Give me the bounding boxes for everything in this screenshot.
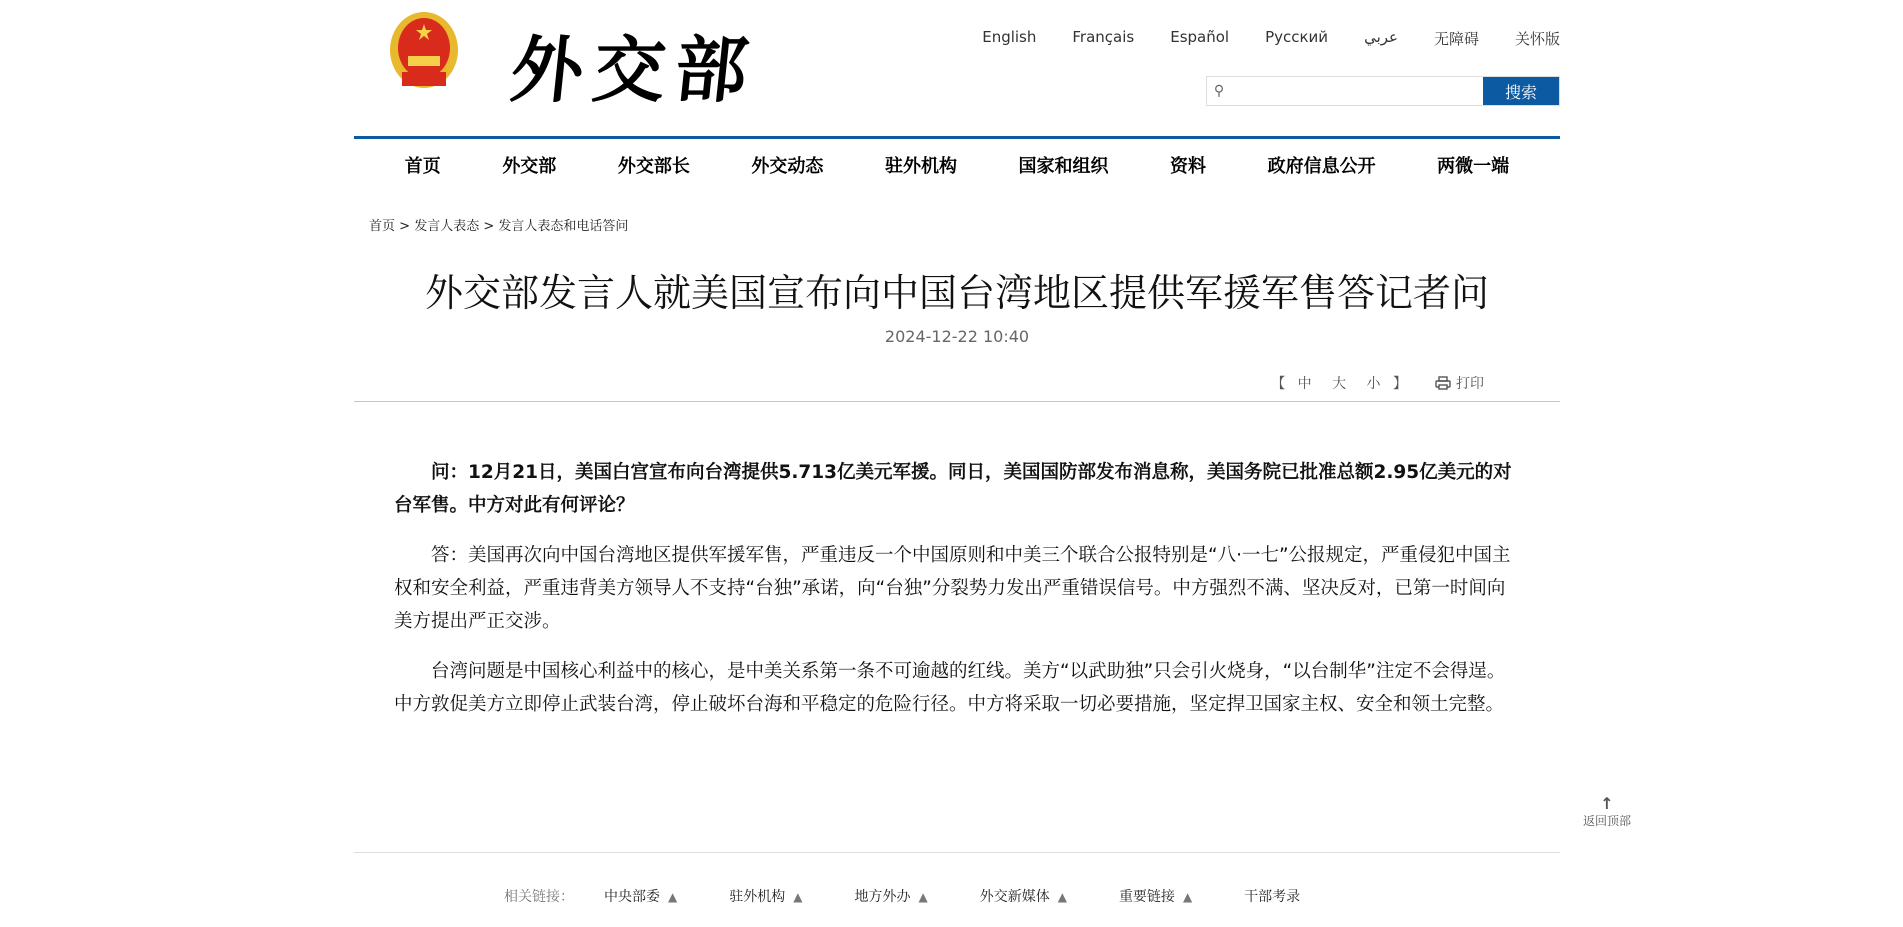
breadcrumb-home[interactable]: 首页 <box>369 219 396 234</box>
nav-countries[interactable]: 国家和组织 <box>1018 156 1109 177</box>
article-title: 外交部发言人就美国宣布向中国台湾地区提供军援军售答记者问 <box>424 271 1489 315</box>
search-input[interactable] <box>1231 77 1483 105</box>
link-label: 干部考录 <box>1244 889 1301 905</box>
accessibility-link[interactable]: 无障碍 <box>1433 30 1479 48</box>
lang-russian[interactable]: Русский <box>1265 28 1329 46</box>
footer-divider <box>354 852 1560 853</box>
breadcrumb-sep: > <box>483 219 495 234</box>
font-size-medium[interactable]: 中 <box>1297 376 1312 392</box>
font-size-small[interactable]: 小 <box>1366 376 1381 392</box>
title-divider <box>354 401 1560 402</box>
footer-link-local-offices[interactable] <box>854 886 927 906</box>
nav-minister[interactable]: 外交部长 <box>617 156 690 177</box>
breadcrumb <box>369 215 628 234</box>
header-divider <box>354 136 1560 139</box>
answer-paragraph: 台湾问题是中国核心利益中的核心，是中美关系第一条不可逾越的红线。美方“以武助独”只会引火烧身，“以台制华”注定不会得逞。中方敦促美方立即停止武装台湾，停止破坏台海和平稳定的危险行径。中方将采取一切必要措施，坚定捍卫国家主权、安全和领土完整。 <box>394 661 1506 715</box>
lang-spanish[interactable]: Español <box>1170 28 1230 46</box>
font-size-controls <box>1271 373 1407 393</box>
nav-missions[interactable]: 驻外机构 <box>884 156 957 177</box>
elder-care-link[interactable]: 关怀版 <box>1514 30 1560 48</box>
nav-home[interactable]: 首页 <box>404 156 441 177</box>
link-label: 重要链接 <box>1118 889 1175 905</box>
lang-french[interactable]: Français <box>1072 28 1135 46</box>
footer-link-central-depts[interactable] <box>604 886 677 906</box>
search-icon: ⚲ <box>1213 83 1225 99</box>
link-label: 驻外机构 <box>729 889 786 905</box>
related-links-label: 相关链接： <box>504 889 574 905</box>
nav-news[interactable]: 外交动态 <box>751 156 824 177</box>
triangle-up-icon: ▲ <box>793 890 803 904</box>
national-emblem-icon <box>388 10 460 96</box>
breadcrumb-current[interactable]: 发言人表态和电话答问 <box>498 219 629 234</box>
nav-social[interactable]: 两微一端 <box>1437 156 1510 177</box>
lang-english[interactable]: English <box>982 28 1037 46</box>
back-to-top-label: 返回顶部 <box>1583 814 1632 828</box>
bracket: 】 <box>1393 376 1407 392</box>
link-label: 地方外办 <box>854 889 911 905</box>
language-links <box>946 28 1560 49</box>
article-tools <box>1271 373 1484 393</box>
nav-gov-info[interactable]: 政府信息公开 <box>1267 156 1376 177</box>
footer-link-recruitment[interactable] <box>1244 886 1300 906</box>
footer-link-important[interactable] <box>1119 886 1192 906</box>
search-bar <box>1206 76 1560 106</box>
triangle-up-icon: ▲ <box>1057 890 1067 904</box>
answer-paragraph: 答：美国再次向中国台湾地区提供军援军售，严重违反一个中国原则和中美三个联合公报特别是“八·一七”公报规定，严重侵犯中国主权和安全利益，严重违背美方领导人不支持“台独”承诺，向“台独”分裂势力发出严重错误信号。中方强烈不满、坚决反对，已第一时间向美方提出严正交涉。 <box>394 545 1511 632</box>
footer-link-missions[interactable] <box>729 886 802 906</box>
bracket: 【 <box>1271 376 1286 392</box>
link-label: 外交新媒体 <box>979 889 1050 905</box>
article-body <box>394 456 1519 738</box>
search-button[interactable]: 搜索 <box>1483 77 1559 105</box>
nav-ministry[interactable]: 外交部 <box>502 156 557 177</box>
print-button[interactable] <box>1435 373 1484 393</box>
triangle-up-icon: ▲ <box>1182 890 1193 904</box>
related-links <box>504 886 1352 906</box>
lang-arabic[interactable]: عربي <box>1364 28 1398 46</box>
nav-resources[interactable]: 资料 <box>1170 156 1207 177</box>
print-label: 打印 <box>1456 376 1484 392</box>
main-nav <box>354 152 1560 178</box>
arrow-up-icon: ↑ <box>1600 794 1614 813</box>
article-date: 2024-12-22 10:40 <box>884 327 1030 346</box>
breadcrumb-sep: > <box>399 219 411 234</box>
printer-icon <box>1435 376 1451 390</box>
triangle-up-icon: ▲ <box>918 890 928 904</box>
breadcrumb-spokesperson[interactable]: 发言人表态 <box>414 219 480 234</box>
back-to-top-button[interactable] <box>1583 796 1631 829</box>
link-label: 中央部委 <box>604 889 660 905</box>
question-paragraph: 问：12月21日，美国白宫宣布向台湾提供5.713亿美元军援。同日，美国国防部发布消息称，美国务院已批准总额2.95亿美元的对台军售。中方对此有何评论？ <box>394 462 1512 516</box>
font-size-large[interactable]: 大 <box>1332 376 1347 392</box>
triangle-up-icon: ▲ <box>668 890 678 904</box>
ministry-logo[interactable]: 外交部 <box>506 27 762 112</box>
footer-link-new-media[interactable] <box>980 886 1067 906</box>
